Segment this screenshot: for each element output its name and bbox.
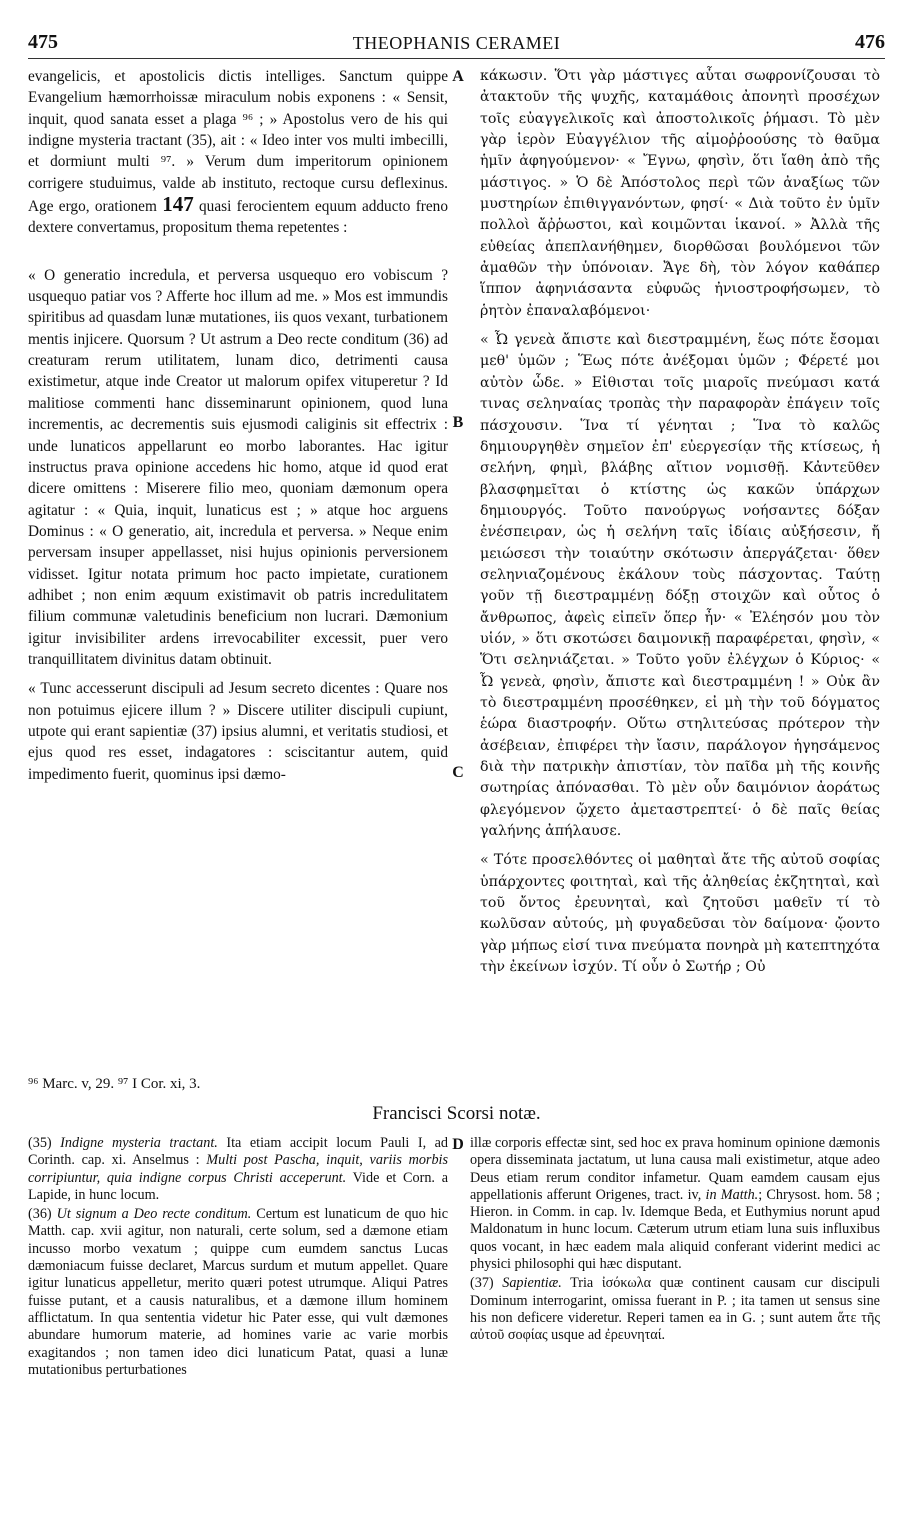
notes-title: Francisci Scorsi notæ. (372, 1103, 541, 1124)
note-37-lemma: Sapientiæ. (502, 1275, 562, 1292)
header-rule (28, 58, 885, 59)
note-36-cont-text-end: ; Chrysost. hom. 58 ; Hieron. in Comm. in cap. lv. Idemque Beda, et Euthymius norunt apud Maldonatum in hunc locum. Cæterum utrum etiam luna suis influxibus quos vocant, in hæc eadem mala aliquid conferant viderint medici ac physici philosophi qui hæc disputant. (470, 1186, 881, 1273)
latin-paragraph-1-text: evangelicis, et apostolicis dictis intelliges. Sanctum quippe Evangelium hæmorrhoissæ miraculum nobis exponens : « Sensit, inquit, quod sanata esset a plaga ⁹⁶ ; » Apostolus vero de his qui indigne mysteria tractant (35), ait : « Ideo inter vos multi imbecilli, et dormiunt multi ⁹⁷. » Verum dum imperitorum opinionem corrigere studuimus, valde ab instituto, rectoque cursu deflexinus. Age ergo, orationem (28, 68, 448, 216)
running-title: THEOPHANIS CERAMEI (352, 33, 561, 53)
note-35-text: Ita etiam accipit locum Pauli I, ad Corinth. cap. xi. Anselmus : (28, 1135, 449, 1169)
greek-paragraph-1: κάκωσιν. Ὅτι γὰρ μάστιγες αὗται σωφρονίζουσαι τὸ ἀτακτοῦν τῆς ψυχῆς, καταμάθοις ἀπονητὶ προσέχων τοῖς εὐαγγελικοῖς καὶ ἀποστολικοῖς ῥήμασι. Τὸ μὲν γὰρ ἱερὸν Εὐαγγέλιον τῆς αἱμοῤῥοούσης τὸ θαῦμα ἡμῖν ἀφηγούμενον· « Ἔγνω, φησὶν, ὅτι ἴαθη ἀπὸ τῆς μάστιγος. » Ὁ δὲ Ἀπόστολος περὶ τῶν ἀναξίως τῶν μυστηρίων ἐπιθιγγανόντων, φησί· « Διὰ τοῦτο ἐν ὑμῖν πολλοὶ ἄῤῥωστοι, καὶ κοιμῶνται ἱκανοί. » Ἀλλὰ τῆς εὐθείας ἀπεπλανήθημεν, διορθῶσαι βουλόμενοι τῶν ἀμαθῶν τὴν ὑπόνοιαν. Ἄγε δὴ, τὸν λόγον καθάπερ ἵππον ἀφηνιάσαντα εὐφυῶς ἠνιοστροφήσωμεν, τὸ ῥητὸν ἐπαναλαβόμενοι· (480, 68, 880, 319)
greek-paragraph-2: « Ὦ γενεὰ ἄπιστε καὶ διεστραμμένη, ἕως πότε ἔσομαι μεθ' ὑμῶν ; Ἕως πότε ἀνέξομαι ὑμῶν ; Φέρετέ μοι αὐτὸν ὧδε. » Εἰθισται τοῖς μιαροῖς πνεύμασι κατά τινας σεληναίας τροπὰς τὴν παραφορὰν ἐπάγειν τοῖς πάσχουσιν. Ἵνα τί γένηται ; Ἵνα τὸ καλῶς δημιουργηθὲν σημεῖον ἐπ' εὐεργεσίᾳν τῆς κτίσεως, ἡ σελήνη, φημὶ, βλάβης αἴτιον νομισθῇ. Κἀντεῦθεν βλασφημεῖται ὁ κτίστης ὡς κακῶν ὑπάρχων δημιουργός. Τοῦτο πανούργως νοήσαντες δόξαν ἐνέσπειραν, ὡς ἡ σελήνη ταῖς ἰδίαις αὐξήσεσιν, ἤ μειώσεσι τὴν τοιαύτην σκότωσιν ἀπεργάζεται· ὅθεν σεληνιαζομένους ἐκάλουν τοὺς πάσχοντας. Ταύτῃ γοῦν τῇ διεστραμμένῃ δόξῃ στοιχῶν καὶ οὗτος ὁ ἄνθρωπος, ἀφεὶς εἰπεῖν ὅπερ ἦν· « Ἐλέησόν μου τὸν υἱόν, » ὅτι σκοτώσει δαιμονικῇ παραφέρεται, φησὶν, « Ὅτι σεληνιάζεται. » Τοῦτο γοῦν ἐλέγχων ὁ Κύριος· « Ὦ γενεὰ, φησὶν, ἄπιστε καὶ διεστραμμένη ! » Οὐκ ἂν τὸ διεστραμμένη προσέθηκεν, εἰ μὴ τὴν τοῦ δόγματος ἑώρα διαστροφήν. Οὕτω στηλιτεύσας πρότερον τὴν ἀσέβειαν, ἐπιφέρει τὴν ἴασιν, παράλογον ἡγησάμενος διὰ τὴν πατρικὴν ἀπιστίαν, τὸν παῖδα μὴ τῆς κοινῆς σωτηρίας ἀπόνασθαι. Τὸ μὲν οὖν δαιμόνιον ἀοράτως φλεγόμενον ᾤχετο ἀμεταστρεπτεί· ὁ δὲ παῖς θείας γαλήνης ἀπήλαυσε. (480, 332, 880, 840)
latin-paragraph-2: « O generatio incredula, et perversa usquequo ero vobiscum ? usquequo patiar vos ? Afferte hoc illum ad me. » Mos est immundis spiritibus ad quasdam lunæ mutationes, iis quos vexant, turbationem mentis injicere. Quorsum ? Ut astrum a Deo recte conditum (36) ad creaturam rerum utilitatem, lunam dico, detrimenti causa existimetur, atque inde Creator ut malorum opifex vituperetur ? Id malitiose commenti hanc disseminarunt opinionem, quod luna incrementis, ac decrementis suis ejusmodi caliginis sit effectrix : unde lunaticos appellarunt eo morbo laborantes. Hac igitur instructus prava opinione accedens hic homo, atque id quod erat dicere omittens : Miserere filio meo, quoniam dæmonum opera agitatur : « Quia, inquit, lunaticus est ; » atque hoc arguens Dominus : « O generatio, ait, incredula et perversa. » Neque enim perversam insuper appellasset, nisi hujus opinionis perversionem vidisset. Igitur notata primum hoc pacto impietate, curationem adhibet ; non enim æquum existimavit ob patris incredulitatem filium communæ valetudinis beneficium non lucrari. Dæmonium igitur invisibiliter ardens irrevocabiliter excessit, puer vero tranquillitatem divinitus datam obtinuit. (28, 266, 448, 668)
marker-c: C (452, 764, 464, 781)
marker-a: A (452, 68, 464, 85)
note-36-lemma: Ut signum a Deo recte conditum. (56, 1206, 252, 1223)
note-36-cont-text: illæ corporis effectæ sint, sed hoc ex prava hominum opinione dæmonis opera disseminata jactatum, ut luna causa mali existimetur, atque adeo Deus etiam rerum conditor infametur. Quam eamdem causam ejus appellationis afferunt Origenes, tract. iv, (470, 1135, 880, 1203)
latin-paragraph-3: « Tunc accesserunt discipuli ad Jesum secreto dicentes : Quare nos non potuimus ejicere illum ? » Discere utiliter discipuli cupiunt, utpote qui erant sapientiæ (37) ipsius alumni, et veritatis studiosi, et ejus quod res esset, indagatores : sciscitantur autem, quid impedimento fuerit, quominus ipsi dæmo- (28, 680, 448, 783)
marker-d: D (452, 1136, 464, 1153)
note-36-continued (470, 1135, 880, 1273)
notes-left-column (28, 1135, 448, 1379)
note-35-quote: Multi post Pascha, inquit, variis morbis corripiuntur, quia indigne corpus Christi acceperunt. (28, 1152, 449, 1186)
page-number-left: 475 (28, 31, 58, 53)
note-35-number: (35) (28, 1135, 52, 1151)
latin-paragraph-1 (28, 66, 448, 239)
page-number-right: 476 (854, 31, 885, 53)
note-36-number: (36) (28, 1206, 52, 1223)
marker-b: B (452, 414, 464, 431)
note-36 (28, 1206, 448, 1379)
note-37-number: (37) (470, 1275, 494, 1292)
page-header (28, 28, 885, 54)
note-37 (470, 1275, 880, 1344)
note-37-text: Tria ἰσόκωλα quæ continent causam cur discipuli Dominum interrogarint, omissa fuerant in P. ; ita tamen ut sensus sine his non deficere videretur. Reperi tamen ea in G. ; sunt autem ἅτε τῆς αὐτοῦ σοφίας usque ad ἐρευνηταί. (470, 1275, 880, 1344)
note-35 (28, 1135, 448, 1204)
note-36-cont-ital: in Matth. (705, 1186, 759, 1203)
footnote-references: ⁹⁶ Marc. v, 29. ⁹⁷ I Cor. xi, 3. (28, 1076, 201, 1092)
greek-column (480, 66, 880, 978)
column-number: 147 (162, 192, 194, 217)
greek-paragraph-3: « Τότε προσελθόντες οἱ μαθηταὶ ἄτε τῆς αὐτοῦ σοφίας ὑπάρχοντες φοιτηταὶ, καὶ τῆς ἀληθείας ἐκζητηταὶ, καὶ τοῦ ὄντος ἐρευνηταὶ, καὶ ζητοῦσι μαθεῖν τί τὸ κωλῦσαν αὐτούς, μὴ φυγαδεῦσαι τὸν δαίμονα· ᾤοντο γὰρ μήπως εἰσί τινα πνεύματα πονηρὰ μὴ κατεπτηχότα τὴν ἐκείνων ἰσχύν. Τί οὖν ὁ Σωτήρ ; Οὐ (480, 852, 880, 976)
latin-column (28, 66, 448, 785)
note-36-text: Certum est lunaticum de quo hic Matth. cap. xvii agitur, non naturali, certe solum, sed a dæmone etiam incusso morbo vexatum ; quippe cum eumdem sanctus Lucas dæmoniacum fuisse declaret, Marcus surdum et mutum appellet. Quare igitur lunaticus appelletur, merito quæri potest utrumque. Aliqui Patres fuisse putant, et a causis naturalibus, et a dæmone illum hominem afflictatum. In qua sententia videtur hic Pater esse, qui vult dæmones abundare humorum materie, ad homines varie ac varie morbis exagitandos ; non tamen ideo dici lunaticum Patat, quasi a lunæ mutationibus perturbationes (28, 1206, 449, 1378)
note-35-lemma: Indigne mysteria tractant. (60, 1135, 218, 1151)
latin-paragraph-1-cont: quasi ferocientem equum adducto freno dextere convertamus, propositum thema repetentes : (28, 198, 448, 237)
note-35-text-end: Vide et Corn. a Lapide, in hunc locum. (28, 1169, 449, 1203)
notes-right-column (470, 1135, 880, 1345)
